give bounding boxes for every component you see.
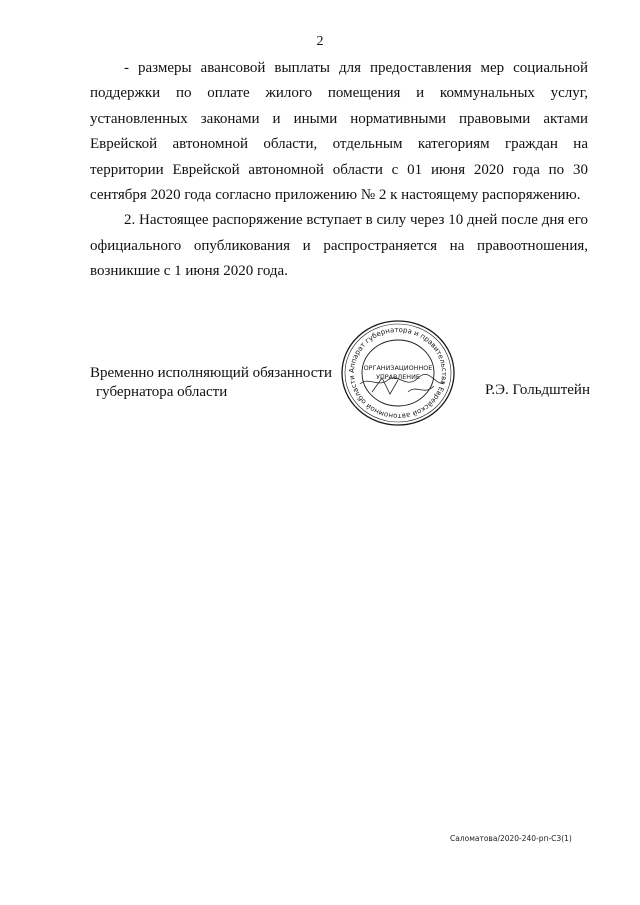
document-footer-code: Саломатова/2020-240-рп-СЗ(1)	[450, 834, 572, 843]
signatory-position	[90, 364, 332, 402]
document-body	[90, 56, 588, 285]
signature-block	[90, 318, 590, 428]
signatory-position-line2: губернатора области	[96, 384, 228, 400]
signatory-position-line1: Временно исполняющий обязанности	[90, 365, 333, 381]
signer-name: Р.Э. Гольдштейн	[484, 382, 590, 398]
seal-ring-text: Аппарат губернатора и правительства Еврейской автономной области	[347, 325, 449, 421]
seal-center-line2: УПРАВЛЕНИЕ	[376, 373, 420, 381]
paragraph-effective-date: 2. Настоящее распоряжение вступает в силу через 10 дней после дня его официального опубликования и распространяется на правоотношения, возникшие с 1 июня 2020 года.	[90, 212, 588, 280]
seal-center-line1: ОРГАНИЗАЦИОННОЕ	[363, 364, 433, 372]
paragraph-advance-payment: - размеры авансовой выплаты для предоставления мер социальной поддержки по оплате жилого помещения и коммунальных услуг, установленных законами и иными нормативными правовыми актами Еврейской автономной области, отдельным категориям граждан на территории Еврейской автономной области с 01 июня 2020 года по 30 сентября 2020 года согласно приложению № 2 к настоящему распоряжению.	[90, 60, 588, 204]
page-number: 2	[316, 34, 324, 49]
official-seal-stamp	[338, 318, 458, 428]
